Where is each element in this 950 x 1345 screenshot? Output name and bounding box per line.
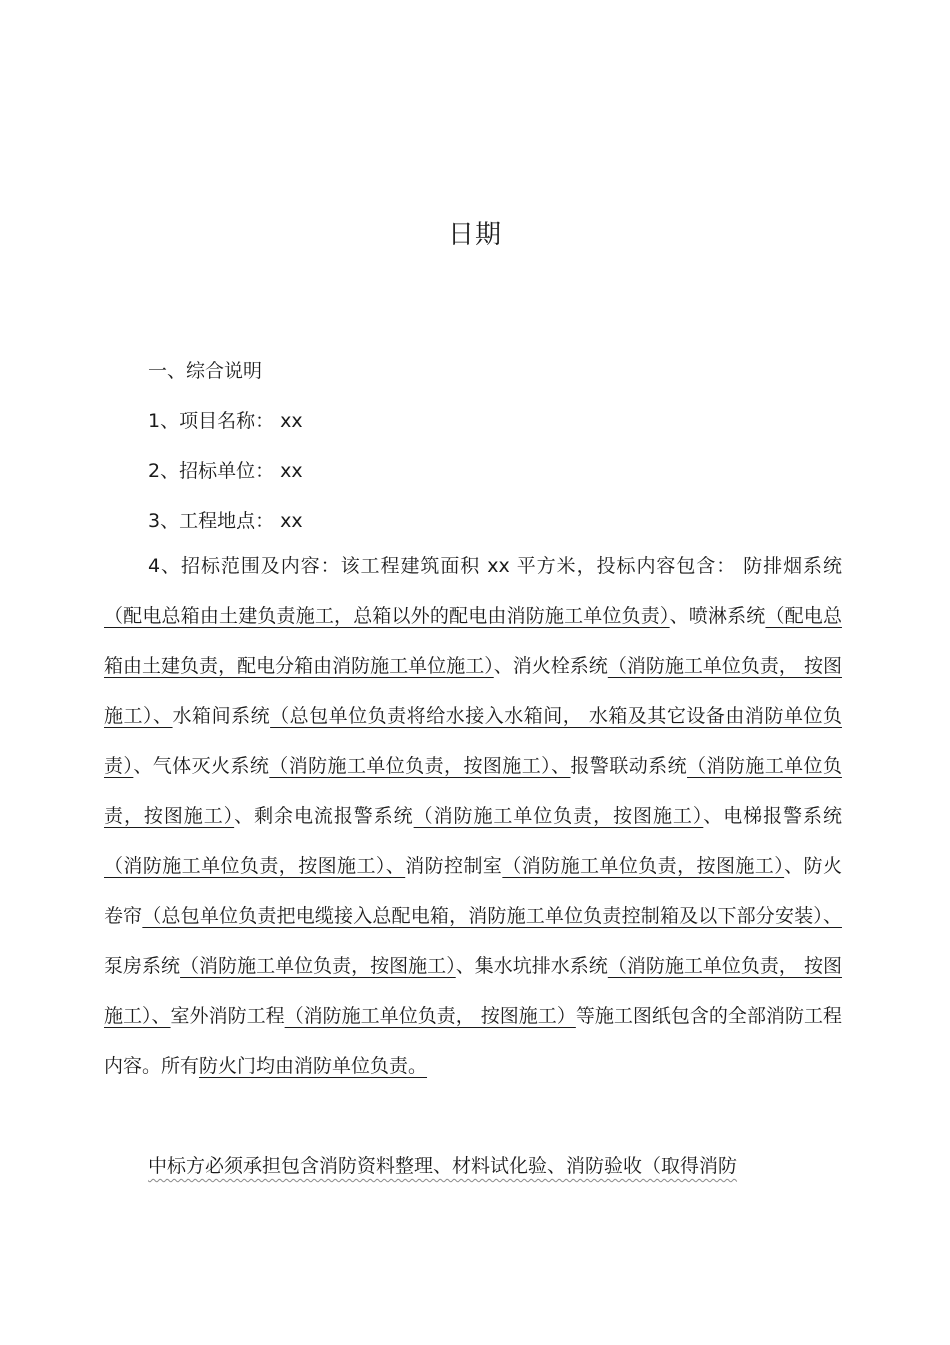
scope-segment: 、气体灭火系统 — [133, 755, 270, 777]
scope-segment: 等施工图纸包含的全部消防工程内容。所有 — [104, 1005, 842, 1077]
scope-segment: 、消火栓系统 — [493, 655, 608, 677]
scope-segment: （消防施工单位负责，按图施工） — [413, 805, 704, 827]
item-project-location: 3、工程地点： xx — [148, 510, 303, 532]
scope-segment: （消防施工单位负责，按图施工）、 — [104, 855, 406, 877]
scope-segment: （总包单位负责把电缆接入总配电箱，消防施工单位负责控制箱及以下部分安装）、 — [142, 905, 842, 927]
scope-segment: 、电梯报警系统 — [703, 805, 842, 827]
scope-intro: 4、招标范围及内容：该工程建筑面积 xx 平方米，投标内容包含： 防排烟系统 — [148, 555, 842, 577]
scope-segment: 、剩余电流报警系统 — [234, 805, 414, 827]
scope-segment: （消防施工单位负责， 按图施工）、 — [104, 955, 842, 1027]
scope-segment: （消防施工单位负责，按图施工）、 — [269, 755, 571, 777]
page-title: 日期 — [447, 220, 502, 250]
scope-segment: （消防施工单位负责，按图施工） — [180, 955, 456, 977]
scope-segment: （总包单位负责将给水接入水箱间， 水箱及其它设备由消防单位负责） — [104, 705, 842, 777]
scope-segment: （消防施工单位负责，按图施工） — [502, 855, 785, 877]
item-project-name: 1、项目名称： xx — [148, 410, 303, 432]
scope-segment: 报警联动系统 — [570, 755, 688, 777]
scope-segment: 泵房系统 — [104, 955, 181, 977]
scope-segment: 、防火卷帘 — [104, 855, 842, 927]
scope-segment: 室外消防工程 — [170, 1005, 285, 1027]
scope-segment: （消防施工单位负责， 按图施工） — [284, 1005, 576, 1027]
closing-text: 中标方必须承担包含消防资料整理、材料试化验、消防验收（取得消防 — [148, 1155, 738, 1177]
scope-segment: 、集水坑排水系统 — [455, 955, 608, 977]
section-heading: 一、综合说明 — [148, 360, 263, 382]
scope-segment: 防火门均由消防单位负责。 — [199, 1055, 428, 1077]
scope-paragraph — [104, 541, 842, 1091]
scope-segments — [104, 605, 842, 1077]
scope-segment: （配电总箱由土建负责施工，总箱以外的配电由消防施工单位负责） — [104, 605, 670, 627]
scope-segment: 消防控制室 — [405, 855, 503, 877]
scope-segment: （消防施工单位负责，按图施工） — [104, 755, 842, 827]
scope-segment: 、喷淋系统 — [669, 605, 766, 627]
scope-segment: （消防施工单位负责， 按图施工）、 — [104, 655, 842, 727]
scope-segment: 水箱间系统 — [172, 705, 271, 727]
scope-segment: （配电总箱由土建负责，配电分箱由消防施工单位施工） — [104, 605, 842, 677]
closing-paragraph — [104, 1141, 842, 1191]
item-tender-unit: 2、招标单位： xx — [148, 460, 303, 482]
